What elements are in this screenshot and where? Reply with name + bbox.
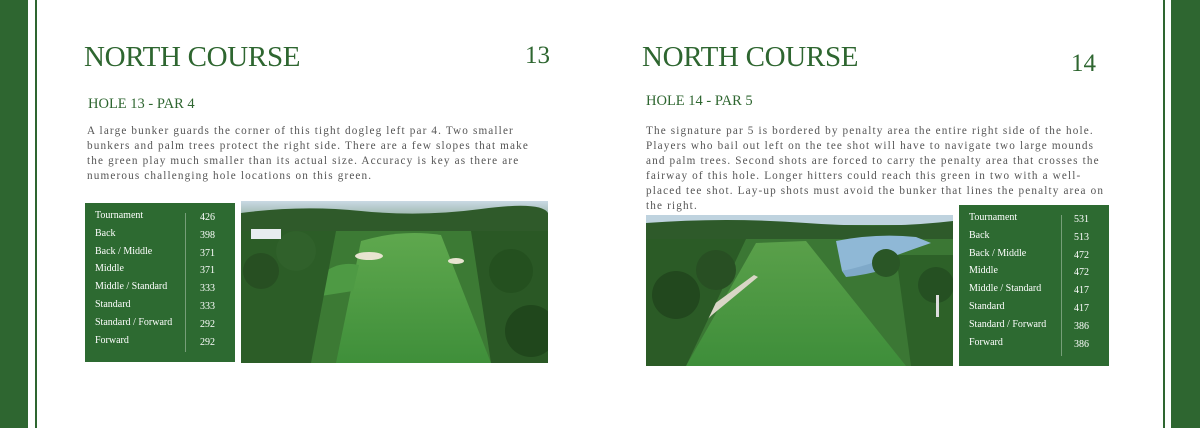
hole-13-aerial-photo: [241, 201, 548, 363]
left-yardage-table: [85, 203, 235, 362]
left-hole-description: A large bunker guards the corner of this tight dogleg left par 4. Two smaller bunkers and palm trees protect the right side. There are a few slopes that make the green play much smaller than its actual size. Accuracy is key as there are numerous challenging hole locations on this green.: [87, 125, 529, 182]
right-course-title: NORTH COURSE: [642, 41, 859, 73]
yardage-row: [959, 301, 1109, 317]
yardage-row: [85, 210, 235, 226]
tee-name: Middle: [969, 265, 998, 277]
tee-name: Tournament: [95, 210, 144, 221]
yardage-row: [959, 212, 1109, 228]
tee-yardage: 371: [200, 265, 215, 277]
tee-name: Back / Middle: [969, 247, 1027, 259]
yardage-row: [85, 246, 235, 262]
tee-name: Standard: [95, 299, 131, 310]
tee-yardage: 513: [1074, 231, 1089, 243]
left-page-number: 13: [525, 42, 550, 69]
tee-name: Middle / Standard: [969, 283, 1042, 295]
tee-name: Forward: [969, 336, 1003, 348]
yardage-row: [959, 337, 1109, 353]
yardage-row: [85, 263, 235, 279]
tee-yardage: 386: [1074, 320, 1089, 332]
left-border-bar: [0, 0, 28, 428]
tee-yardage: 398: [200, 229, 215, 241]
yardage-row: [85, 299, 235, 315]
tee-yardage: 292: [200, 318, 215, 330]
yardage-row: [85, 317, 235, 333]
tee-name: Standard / Forward: [969, 318, 1047, 330]
left-border-line: [35, 0, 37, 428]
right-yardage-table: [959, 205, 1109, 366]
tee-name: Middle / Standard: [95, 281, 168, 293]
right-hole-title: HOLE 14 - PAR 5: [646, 93, 753, 109]
tee-yardage: 417: [1074, 303, 1089, 314]
tee-yardage: 333: [200, 301, 215, 312]
tee-yardage: 333: [200, 283, 215, 295]
yardage-row: [85, 281, 235, 297]
tee-name: Middle: [95, 263, 124, 275]
right-hole-description: The signature par 5 is bordered by penalty area the entire right side of the hole. Players who bail out left on the tee shot will have to navigate two large mounds and palm trees. Second shots are forced to carry the penalty area that crosses the fairway of this hole. Longer hitters could reach this green in two with a well-placed tee shot. Lay-up shots must avoid the bunker that lines the penalty area on the right.: [646, 125, 1105, 212]
tee-yardage: 472: [1074, 249, 1089, 261]
left-hole-title: HOLE 13 - PAR 4: [88, 96, 195, 112]
tee-name: Back: [95, 227, 116, 239]
tee-yardage: 417: [1074, 285, 1089, 297]
hole-14-aerial-photo: [646, 215, 953, 366]
tee-name: Tournament: [969, 212, 1018, 223]
tee-yardage: 472: [1074, 267, 1089, 279]
tee-name: Standard: [969, 301, 1005, 312]
tee-yardage: 426: [200, 212, 215, 223]
yardage-row: [959, 319, 1109, 335]
tee-yardage: 386: [1074, 338, 1089, 350]
yardage-row: [959, 283, 1109, 299]
right-page-number: 14: [1071, 50, 1096, 77]
yardage-row: [85, 228, 235, 244]
tee-name: Back / Middle: [95, 245, 153, 257]
yardage-row: [959, 265, 1109, 281]
tee-yardage: 531: [1074, 214, 1089, 225]
tee-yardage: 371: [200, 247, 215, 259]
left-course-title: NORTH COURSE: [84, 41, 301, 73]
yardage-row: [959, 248, 1109, 264]
tee-yardage: 292: [200, 336, 215, 348]
tee-name: Back: [969, 229, 990, 241]
yardage-row: [959, 230, 1109, 246]
yardage-row: [85, 335, 235, 351]
tee-name: Standard / Forward: [95, 316, 173, 328]
tee-name: Forward: [95, 334, 129, 346]
right-border-line: [1163, 0, 1165, 428]
right-border-bar: [1171, 0, 1200, 428]
